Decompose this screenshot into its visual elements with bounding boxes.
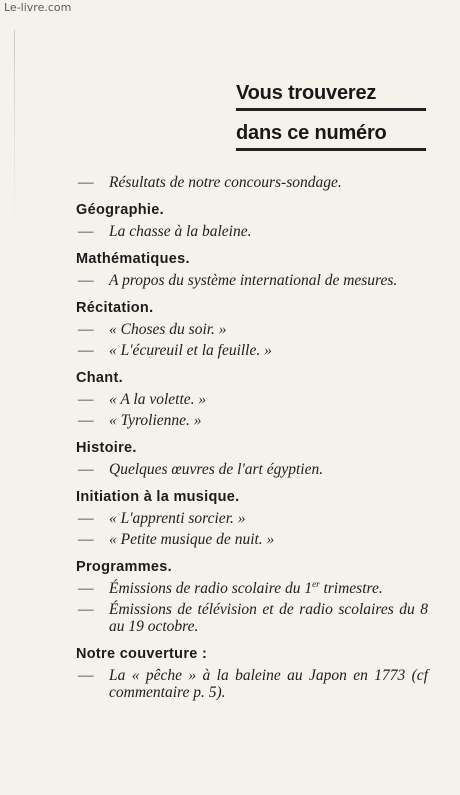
dash-marker: — [78, 412, 94, 429]
section-title: Géographie. [76, 202, 164, 218]
entry-text: La « pêche » à la baleine au Japon en 1773 (cf commentaire p. 5). [109, 667, 428, 701]
section-chant [76, 369, 428, 429]
entry-text: A propos du système international de mesures. [109, 272, 398, 289]
section-title: Histoire. [76, 440, 137, 456]
section-title: Programmes. [76, 559, 172, 575]
entry-text: « Tyrolienne. » [109, 412, 202, 429]
dash-marker: — [78, 510, 94, 527]
section-programmes [76, 558, 428, 635]
entry-text: « Petite musique de nuit. » [109, 531, 275, 548]
dash-marker: — [78, 667, 94, 684]
dash-marker: — [78, 601, 94, 618]
list-item [76, 461, 428, 478]
entry-text: Émissions de radio scolaire du 1er trimestre. [109, 578, 383, 597]
heading-line-2: dans ce numéro [236, 122, 387, 144]
section-recitation [76, 299, 428, 359]
list-item [76, 531, 428, 548]
list-item [76, 667, 428, 701]
dash-marker: — [78, 580, 94, 597]
heading-line-1: Vous trouverez [236, 82, 377, 104]
entry-text: « L'écureuil et la feuille. » [109, 342, 272, 359]
section-title: Notre couverture : [76, 646, 208, 662]
section-mathematiques [76, 250, 428, 289]
entry-text: Résultats de notre concours-sondage. [109, 174, 342, 191]
section-geographie [76, 201, 428, 240]
section-title: Mathématiques. [76, 251, 190, 267]
intro-entry [76, 174, 428, 191]
entry-text: Émissions de télévision et de radio scolaires du 8 au 19 octobre. [109, 601, 428, 635]
section-couverture [76, 645, 428, 701]
list-item [76, 342, 428, 359]
list-item [76, 391, 428, 408]
section-title: Chant. [76, 370, 123, 386]
list-item [76, 223, 428, 240]
list-item [76, 580, 428, 597]
site-watermark: Le-livre.com [4, 1, 72, 14]
heading-underline-1 [236, 108, 426, 111]
entry-text: « Choses du soir. » [109, 321, 227, 338]
dash-marker: — [78, 223, 94, 240]
section-title: Initiation à la musique. [76, 489, 240, 505]
dash-marker: — [78, 391, 94, 408]
section-title: Récitation. [76, 300, 154, 316]
section-histoire [76, 439, 428, 478]
entry-text: « L'apprenti sorcier. » [109, 510, 246, 527]
entry-text: Quelques œuvres de l'art égyptien. [109, 461, 324, 478]
list-item [76, 412, 428, 429]
list-item [76, 601, 428, 635]
heading-underline-2 [236, 148, 426, 151]
dash-marker: — [78, 174, 94, 191]
section-musique [76, 488, 428, 548]
list-item [76, 510, 428, 527]
dash-marker: — [78, 272, 94, 289]
dash-marker: — [78, 342, 94, 359]
page-edge-shadow [14, 30, 15, 230]
ordinal-superscript: er [312, 578, 320, 589]
dash-marker: — [78, 461, 94, 478]
list-item [76, 272, 428, 289]
dash-marker: — [78, 531, 94, 548]
entry-text: La chasse à la baleine. [109, 223, 252, 240]
table-of-contents [76, 174, 428, 701]
dash-marker: — [78, 321, 94, 338]
contents-heading [236, 80, 426, 151]
entry-text: « A la volette. » [109, 391, 207, 408]
list-item [76, 321, 428, 338]
